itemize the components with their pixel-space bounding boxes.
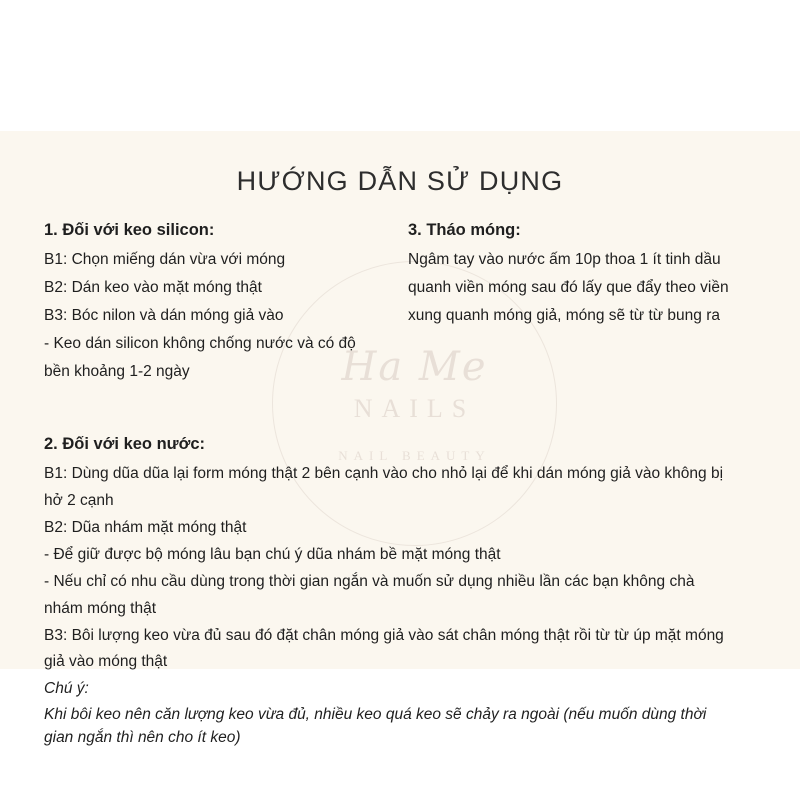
section-water-glue [44,433,756,749]
section-silicon-line-2: B2: Dán keo vào mặt móng thật [44,278,262,296]
instruction-document-panel [0,131,800,747]
section-water-line-7: B3: Bôi lượng keo vừa đủ sau đó đặt chân móng giả vào sát chân móng thật rồi từ từ úp mặt móng [44,626,724,644]
section-nail-removal [408,219,756,333]
note-line-2: gian ngắn thì nên cho ít keo) [44,729,241,747]
section-silicon-glue [44,219,394,389]
section-removal-line-2: quanh viền móng sau đó lấy que đẩy theo viền [408,278,729,296]
note-label: Chú ý: [44,680,89,698]
section-removal-line-1: Ngâm tay vào nước ấm 10p thoa 1 ít tinh dầu [408,250,721,268]
section-water-heading: 2. Đối với keo nước: [44,435,206,453]
section-silicon-line-3: B3: Bóc nilon và dán móng giả vào [44,306,284,324]
section-silicon-line-1: B1: Chọn miếng dán vừa với móng [44,250,286,268]
watermark-script-text: Ha Me [341,343,488,390]
section-water-line-5: - Nếu chỉ có nhu cầu dùng trong thời gian ngắn và muốn sử dụng nhiều lần các bạn không chà [44,572,695,590]
section-water-line-3: B2: Dũa nhám mặt móng thật [44,518,247,536]
page-title: HƯỚNG DẪN SỬ DỤNG [236,166,564,196]
section-water-line-4: - Để giữ được bộ móng lâu bạn chú ý dũa nhám bề mặt móng thật [44,545,501,563]
section-water-line-6: nhám móng thật [44,599,157,617]
section-silicon-line-4: - Keo dán silicon không chống nước và có độ [44,334,356,352]
section-silicon-heading: 1. Đối với keo silicon: [44,221,215,239]
section-removal-line-3: xung quanh móng giả, móng sẽ từ từ bung ra [408,306,721,324]
note-line-1: Khi bôi keo nên căn lượng keo vừa đủ, nhiều keo quá keo sẽ chảy ra ngoài (nếu muốn dùng thời [44,705,707,723]
section-removal-heading: 3. Tháo móng: [408,221,521,239]
watermark-nails-text: NAILS [353,393,476,423]
section-water-line-2: hở 2 cạnh [44,491,114,509]
section-water-line-8: giả vào móng thật [44,653,168,671]
watermark-beauty-text: NAIL BEAUTY [338,447,491,463]
section-water-line-1: B1: Dùng dũa dũa lại form móng thật 2 bên cạnh vào cho nhỏ lại để khi dán móng giả vào không bị [44,464,724,482]
section-silicon-line-5: bền khoảng 1-2 ngày [44,362,190,380]
